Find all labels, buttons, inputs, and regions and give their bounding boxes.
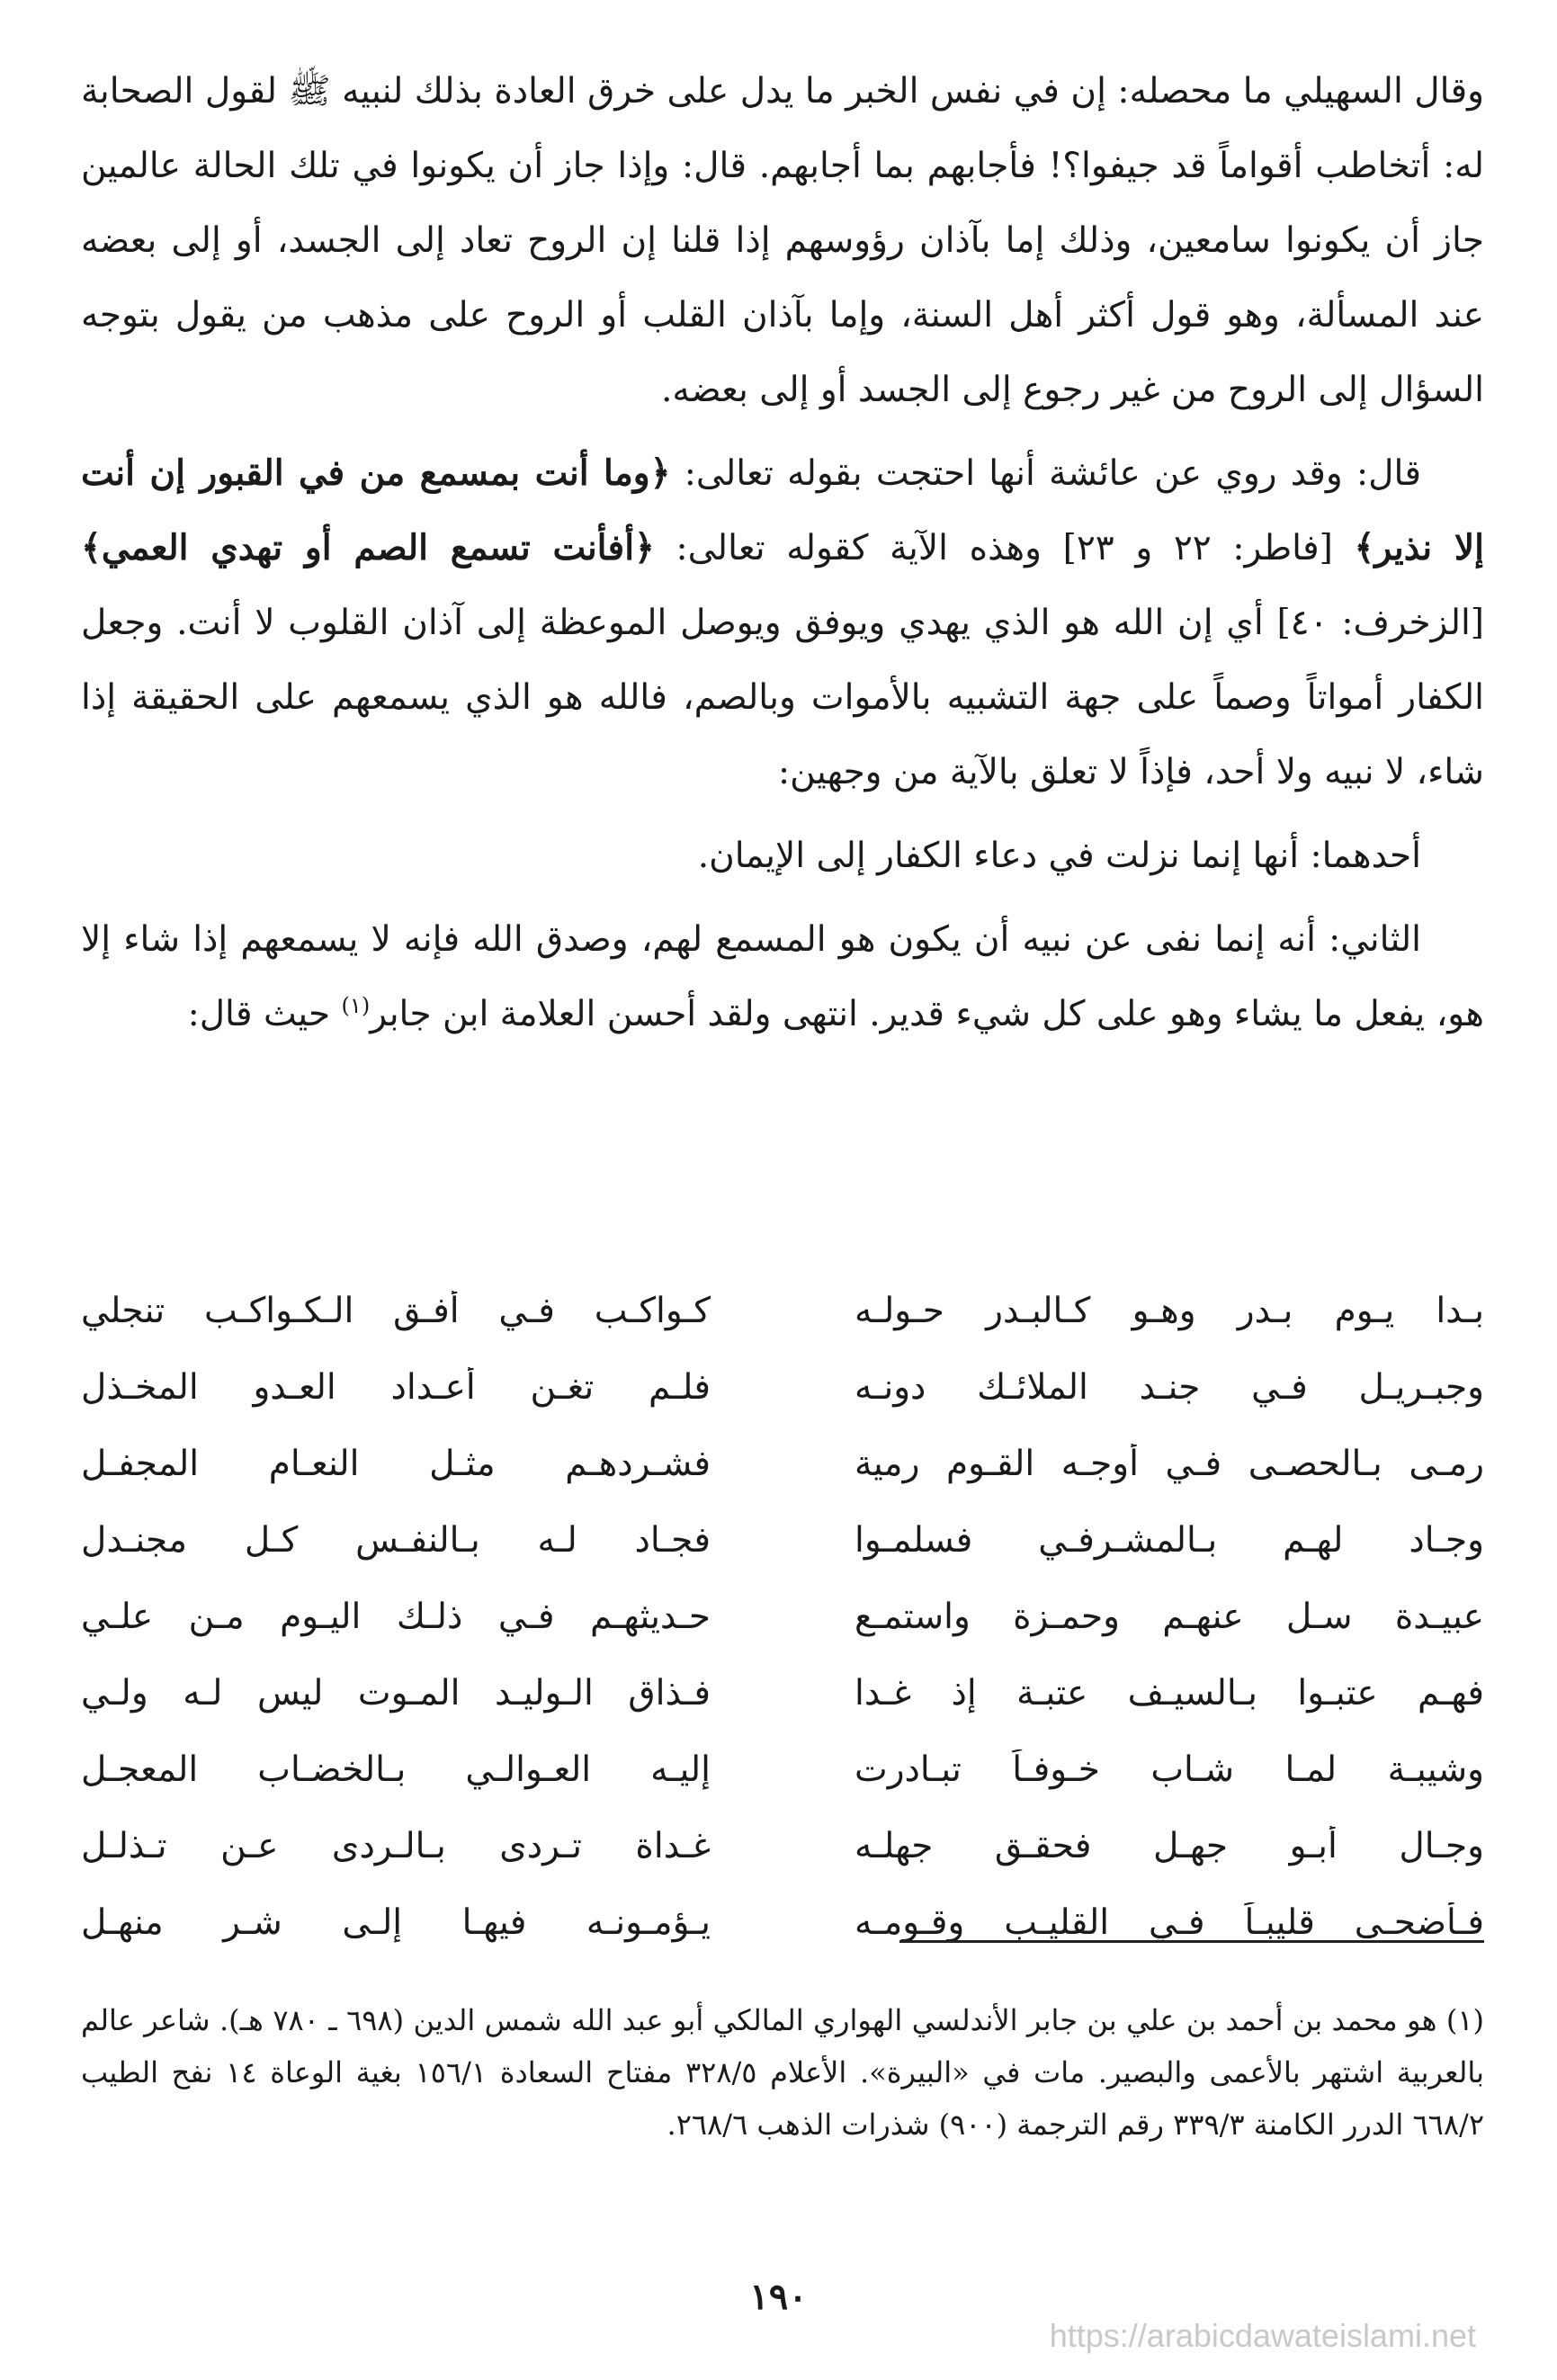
paragraph-aisha bbox=[81, 436, 1484, 810]
poem-second-hemistich: غـداة تـردى بـالـردى عـن تـذلـل bbox=[81, 1826, 711, 1866]
poem-first-hemistich: فـأضحـى قليبـاً فـي القليـب وقـومـه bbox=[855, 1902, 1484, 1943]
paragraph-second-reason-text: الثاني: أنه إنما نفى عن نبيه أن يكون هو المسمع لهم، وصدق الله فإنه لا يسمعهم إذا شاء إلا هو، يفعل ما يشاء وهو على كل شيء قدير. انتهى ولقد أحسن العلامة ابن جابر bbox=[81, 919, 1484, 1034]
paragraph-first-reason: أحدهما: أنها إنما نزلت في دعاء الكفار إلى الإيمان. bbox=[697, 836, 1421, 876]
footnote-divider bbox=[899, 1940, 1484, 1943]
poem-second-hemistich: فشـردهـم مثـل النعـام المجفـل bbox=[81, 1444, 711, 1484]
poem-second-hemistich: فـذاق الـوليـد المـوت ليس لـه ولـي bbox=[81, 1673, 711, 1713]
footnote-marker: (١) bbox=[341, 993, 371, 1018]
poem-first-hemistich: بـدا يـوم بـدر وهـو كـالبـدر حـولـه bbox=[855, 1291, 1484, 1331]
paragraph-suhaili: وقال السهيلي ما محصله: إن في نفس الخبر ما يدل على خرق العادة بذلك لنبيه ﷺ لقول الصحابة له: أتخاطب أقواماً قد جيفوا؟! فأجابهم بما أجابهم. قال: وإذا جاز أن يكونوا في تلك الحالة عالمين جاز أن يكونوا سامعين، وذلك إما بآذان رؤوسهم إذا قلنا إن الروح تعاد إلى الجسد، أو إلى بعضه عند المسألة، وهو قول أكثر أهل السنة، وإما بآذان القلب أو الروح على مذهب من يقول بتوجه السؤال إلى الروح من غير رجوع إلى الجسد أو إلى بعضه. bbox=[81, 71, 1484, 410]
poem-verse bbox=[81, 1731, 1484, 1808]
poem-first-hemistich: وجـال أبـو جهـل فحقـق جهلـه bbox=[855, 1826, 1484, 1866]
watermark-url: https://arabicdawateislami.net bbox=[1049, 2317, 1476, 2354]
paragraph-aisha-explanation: [الزخرف: ٤٠] أي إن الله هو الذي يهدي ويوفق ويوصل الموعظة إلى آذان القلوب لا أنت. وجعل الكفار أمواتاً وصماً على جهة التشبيه بالأموات وبالصم، فالله هو الذي يسمعهم على الحقيقة إذا شاء، لا نبيه ولا أحد، فإذاً لا تعلق بالآية من وجهين: bbox=[81, 603, 1485, 792]
poem-second-hemistich: يـؤمـونـه فيهـا إلـى شـر منهـل bbox=[81, 1902, 711, 1943]
poem-first-hemistich: رمـى بـالحصـى فـي أوجـه القـوم رمية bbox=[855, 1444, 1484, 1484]
quran-verse-fatir: ﴿وما أنت بمسمع من في القبور إن أنت إلا نذير﴾ bbox=[81, 452, 1484, 568]
poem-first-hemistich: فهـم عتبـوا بـالسيـف عتبـة إذ غـدا bbox=[855, 1673, 1484, 1713]
page-number: ١٩٠ bbox=[749, 2276, 808, 2318]
footnote: (١) هو محمد بن أحمد بن علي بن جابر الأندلسي الهواري المالكي أبو عبد الله شمس الدين (٦٩٨ ـ ٧٨٠ هـ). شاعر عالم بالعربية اشتهر بالأعمى والبصير. مات في «البيرة». الأعلام ٣٢٨/٥ مفتاح السعادة ١٥٦/١ بغية الوعاة ١٤ نفح الطيب ٦٦٨/٢ الدرر الكامنة ٣٣٩/٣ رقم الترجمة (٩٠٠) شذرات الذهب ٢٦٨/٦. bbox=[81, 2003, 1485, 2142]
poem-second-hemistich: كـواكـب فـي أفـق الـكـواكـب تنجلي bbox=[81, 1291, 711, 1331]
quran-verse-zukhruf: ﴿أفأنت تسمع الصم أو تهدي العمي﴾ bbox=[81, 527, 655, 568]
poem-second-hemistich: إليـه العـوالـي بـالخضـاب المعجـل bbox=[81, 1749, 711, 1790]
poem-first-hemistich: عبيـدة سـل عنهـم وحمـزة واستمـع bbox=[855, 1597, 1484, 1637]
poem-first-hemistich: وجبـريـل فـي جنـد الملائـك دونـه bbox=[855, 1367, 1484, 1408]
paragraph-aisha-intro: قال: وقد روي عن عائشة أنها احتجت بقوله تعالى: bbox=[670, 453, 1421, 494]
poem-second-hemistich: حـديثهـم فـي ذلـك اليـوم مـن علـي bbox=[81, 1597, 711, 1637]
verse-reference-fatir: [فاطر: ٢٢ و ٢٣] وهذه الآية كقوله تعالى: bbox=[654, 528, 1355, 568]
poem-first-hemistich: وجـاد لهـم بـالمشـرفـي فسلمـوا bbox=[855, 1520, 1484, 1561]
poem-verse bbox=[81, 1579, 1484, 1655]
poem-verse bbox=[81, 1426, 1484, 1502]
poem-first-hemistich: وشيبـة لمـا شـاب خـوفـاً تبـادرت bbox=[855, 1749, 1484, 1790]
poem-intro: حيث قال: bbox=[187, 994, 342, 1034]
poem-verse bbox=[81, 1655, 1484, 1731]
poem-verse bbox=[81, 1273, 1484, 1349]
poem-verse bbox=[81, 1884, 1484, 1961]
poem-second-hemistich: فجـاد لـه بـالنفـس كـل مجنـدل bbox=[81, 1520, 711, 1561]
poem-verse bbox=[81, 1349, 1484, 1426]
poem-verse bbox=[81, 1808, 1484, 1884]
poem-verse bbox=[81, 1502, 1484, 1579]
poem-second-hemistich: فلـم تغـن أعـداد العـدو المخـذل bbox=[81, 1367, 711, 1408]
poem bbox=[81, 1273, 1484, 1961]
main-text bbox=[81, 54, 1484, 1051]
paragraph-second-reason bbox=[81, 902, 1484, 1051]
